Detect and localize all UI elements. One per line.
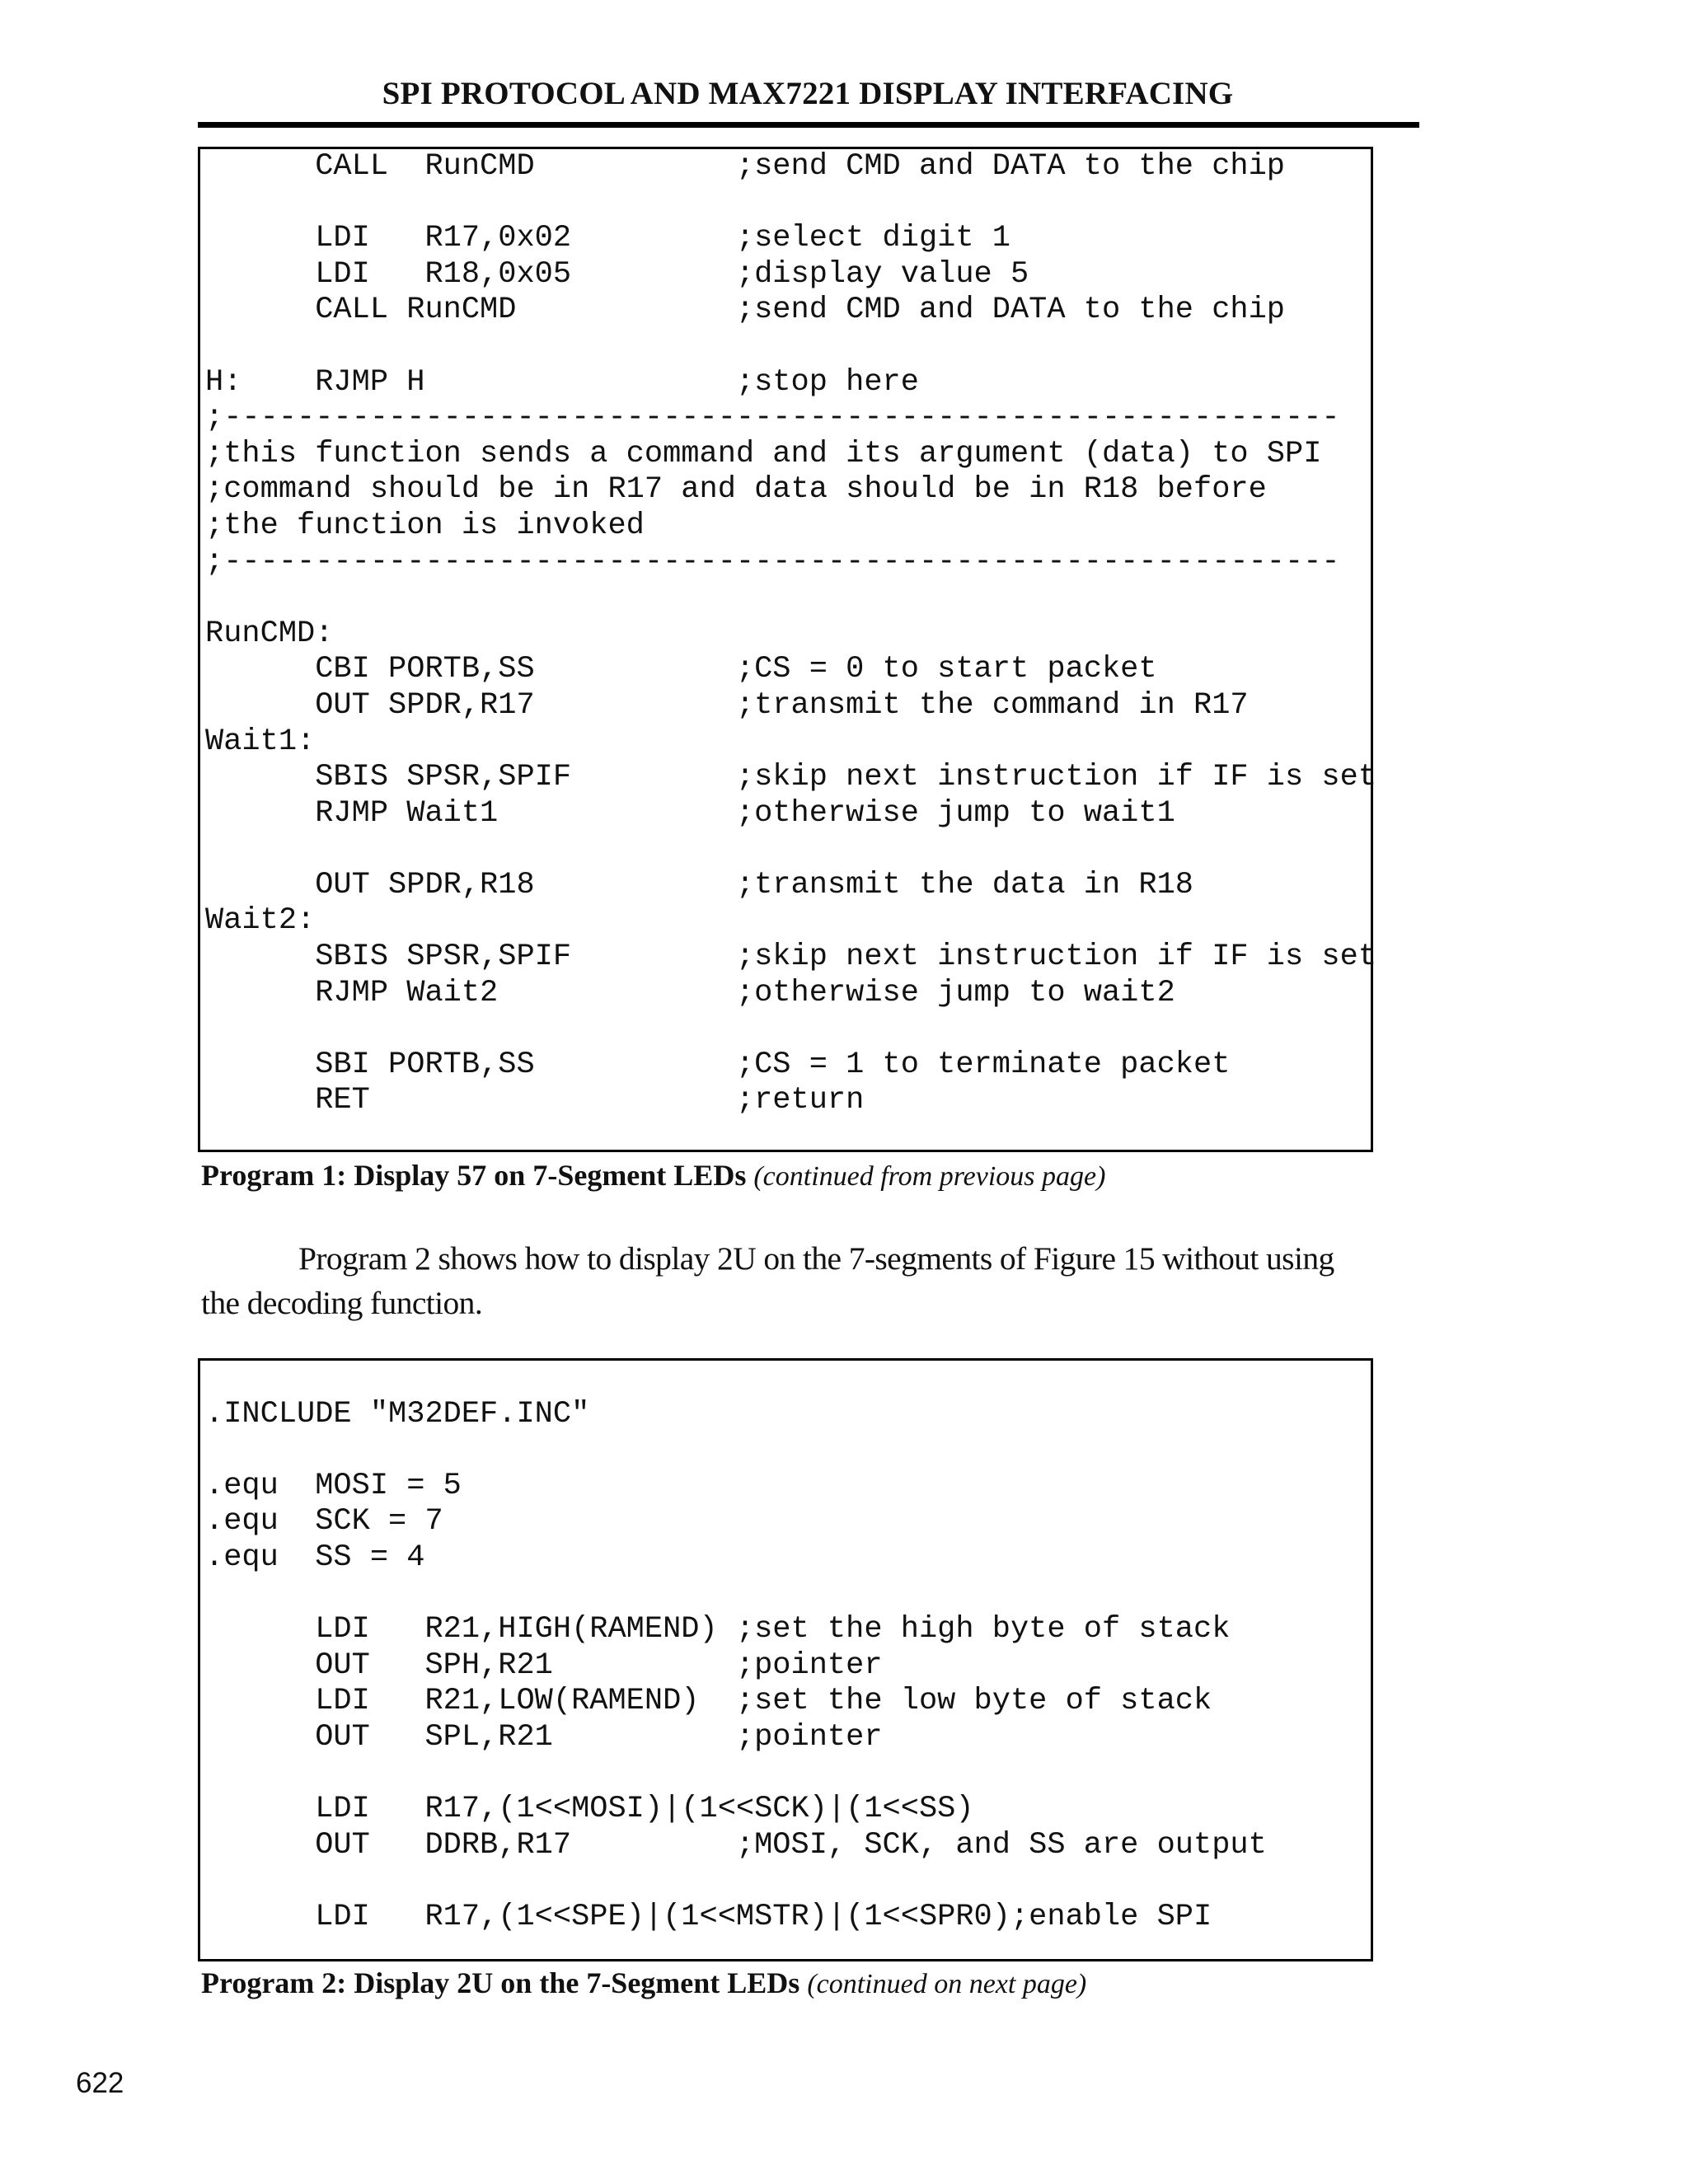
program-1-caption-title: Program 1: Display 57 on 7-Segment LEDs bbox=[201, 1159, 747, 1192]
program-2-caption bbox=[201, 1965, 1086, 2003]
program-1-caption bbox=[201, 1157, 1105, 1195]
program-2-code: .INCLUDE "M32DEF.INC" .equ MOSI = 5 .equ SCK = 7 .equ SS = 4 LDI R21,HIGH(RAMEND) ;set the high byte of stack OUT SPH,R21 ;pointer LDI R21,LOW(RAMEND) ;set the low byte of stack OUT SPL,R21 ;pointer LDI R17,(1<<MOSI)|(1<<SCK)|(1<<SS) OUT DDRB,R17 ;MOSI, SCK, and SS are output LDI R17,(1<<SPE)|(1<<MSTR)|(1<<SPR0);enable SPI bbox=[205, 1396, 1267, 1934]
header-rule bbox=[198, 122, 1419, 128]
program-2-code-box bbox=[198, 1358, 1373, 1961]
page-header-title: SPI PROTOCOL AND MAX7221 DISPLAY INTERFACING bbox=[382, 76, 1234, 111]
program-2-caption-note: (continued on next page) bbox=[807, 1969, 1087, 1999]
program-1-code: CALL RunCMD ;send CMD and DATA to the chip LDI R17,0x02 ;select digit 1 LDI R18,0x05 ;display value 5 CALL RunCMD ;send CMD and DATA to the chip H: RJMP H ;stop here ;------------------------------------------------------------- ;this function sends a command and its argument (data) to SPI ;command should be in R17 and data should be in R18 before ;the function is invoked ;------------------------------------------------------------- RunCMD: CBI PORTB,SS ;CS = 0 to start packet OUT SPDR,R17 ;transmit the command in R17 Wait1: SBIS SPSR,SPIF ;skip next instruction if IF is set RJMP Wait1 ;otherwise jump to wait1 OUT SPDR,R18 ;transmit the data in R18 Wait2: SBIS SPSR,SPIF ;skip next instruction if IF is set RJMP Wait2 ;otherwise jump to wait2 SBI PORTB,SS ;CS = 1 to terminate packet RET ;return bbox=[205, 149, 1377, 1118]
program-1-caption-note: (continued from previous page) bbox=[753, 1161, 1106, 1192]
program-2-caption-title: Program 2: Display 2U on the 7-Segment LEDs bbox=[201, 1966, 800, 1999]
body-paragraph: Program 2 shows how to display 2U on the 7-segments of Figure 15 without using the decoding function. bbox=[201, 1240, 1334, 1321]
program-1-code-box bbox=[198, 147, 1377, 1152]
page-number: 622 bbox=[76, 2067, 124, 2099]
